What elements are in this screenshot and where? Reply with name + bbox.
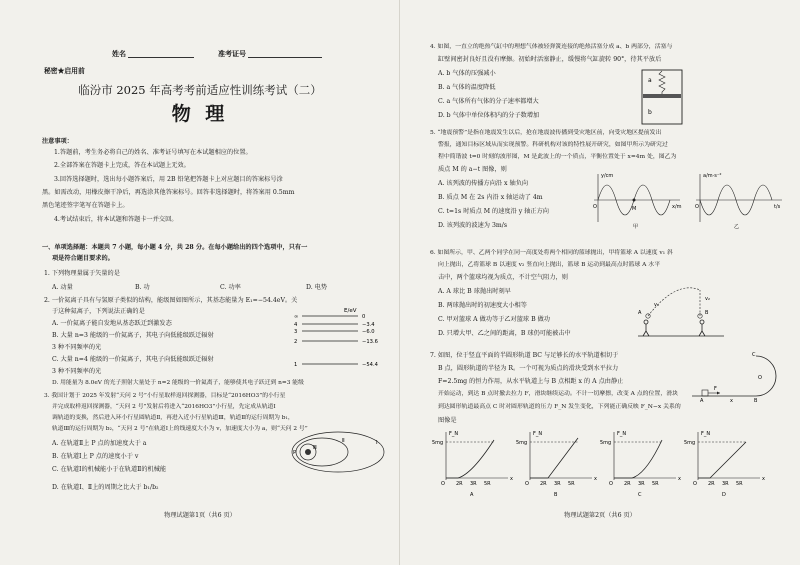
wave1-caption: 甲 xyxy=(633,224,639,230)
page2-footer: 物理试题第2页（共6 页） xyxy=(564,512,636,519)
graph-d-curve xyxy=(698,442,746,478)
graph-c-curve xyxy=(614,440,662,478)
q7-line-6: 图像是 xyxy=(438,417,457,424)
name-blank xyxy=(128,57,194,58)
subject-title: 物 理 xyxy=(171,103,229,125)
wave-graphs xyxy=(588,170,788,230)
name-field xyxy=(112,50,194,58)
piston xyxy=(643,94,681,98)
v1-label: v₁ xyxy=(654,302,659,308)
wave1-m-label: M xyxy=(632,206,637,212)
cyl-label-b: b xyxy=(648,109,652,116)
level-n-2: 2 xyxy=(294,339,298,345)
q6-option-c: C. 甲对篮球 A 做功等于乙对篮球 B 做功 xyxy=(438,316,550,323)
q4-line-2: 缸壁间密封良好且没有摩擦。初始时活塞静止，缓慢将气缸旋转 90°，待其平放后 xyxy=(438,56,662,63)
wave2-x-label: t/s xyxy=(774,204,781,210)
ball-a-label: A xyxy=(638,310,642,316)
track-diagram xyxy=(690,352,782,402)
graph-d-origin: O xyxy=(693,481,697,487)
ticket-label: 准考证号 xyxy=(218,49,246,58)
wave2-origin: O xyxy=(695,204,699,210)
q2-option-a: A. 一价氦离子能自发地从基态跃迁到激发态 xyxy=(52,320,172,327)
graph-b-top-tick: 5mg xyxy=(516,440,528,446)
note-1: 1.答题前，考生务必将自己的姓名、准考证号填写在本试题相应的位置。 xyxy=(54,149,252,156)
q3-option-a: A. 在轨道Ⅱ上 P 点的加速度大于 a xyxy=(52,440,147,447)
graph-a-x-tick-0: 2R xyxy=(456,481,463,487)
ball-b-label: B xyxy=(705,310,709,316)
graph-d-top-tick: 5mg xyxy=(684,440,696,446)
q5-line-2: 警报，通知目标区域从而实现预警。科研机构对该的特性展开研究，如图甲所示为研究过 xyxy=(438,142,668,148)
ticket-field xyxy=(218,50,322,58)
track-label-f: F xyxy=(714,386,717,392)
q4-line-1: 4. 如图，一直立的绝热气缸中的理想气体被轻弹簧连接的绝热活塞分成 a、b 两部分，活塞与 xyxy=(430,44,673,50)
section1-title-2: 项是符合题目要求的。 xyxy=(52,255,114,262)
level-e-1: −54.4 xyxy=(362,362,378,368)
graph-a-curve xyxy=(446,440,494,478)
person-jia-head xyxy=(644,320,648,324)
graph-d-x-tick-2: 5R xyxy=(736,481,743,487)
note-2: 2.全部答案在答题卡上完成，答在本试题上无效。 xyxy=(54,162,190,169)
note-3: 3.回答选择题时，选出每小题答案后，用 2B 铅笔把答题卡上对应题目的答案标号涂 xyxy=(54,176,283,183)
graph-b-curve xyxy=(530,438,578,478)
q6-line-3: 击中，两个篮球均视为质点，不计空气阻力，则 xyxy=(438,274,568,281)
graph-c-x-tick-1: 3R xyxy=(638,481,645,487)
q1-option-c: C. 功率 xyxy=(220,284,241,291)
graph-b-y-label: F_N xyxy=(533,431,543,437)
track-label-c: C xyxy=(752,352,756,358)
notes-title: 注意事项： xyxy=(42,138,73,145)
level-e-inf: 0 xyxy=(362,314,366,320)
q4-option-b: B. a 气体的温度降低 xyxy=(438,84,496,91)
asteroid xyxy=(305,449,311,455)
person-yi-leg-l xyxy=(699,331,702,336)
graph-a-x-label: x xyxy=(510,476,513,482)
level-n-4: 4 xyxy=(294,322,298,328)
q4-option-c: C. a 气体所有气体的分子速率都增大 xyxy=(438,98,539,105)
graph-c-x-tick-2: 5R xyxy=(652,481,659,487)
q3-line-4: 轨道Ⅲ的运行周期为 b₂，“天问 2 号”在轨道Ⅰ上的线速度大小为 v，加速度大小为 a，则“天问 2 号” xyxy=(52,426,308,432)
note-3b: 黑。如需改动，用橡皮擦干净后，再选涂其他答案标号。回答非选择题时，将答案用 0.5mm xyxy=(42,189,295,196)
graph-b-x-tick-2: 5R xyxy=(568,481,575,487)
q3-line-1: 3. 我国计划于 2025 年发射“天问 2 号”小行星取样返回探测器，目标是“2016HO3”的小行星 xyxy=(44,393,286,399)
q3-option-b: B. 在轨道Ⅰ上 P 点的速度小于 v xyxy=(52,453,139,460)
energy-unit-label: E/eV xyxy=(344,308,357,314)
person-jia-leg-l xyxy=(643,331,646,336)
graph-c-y-label: F_N xyxy=(617,431,627,437)
q2-option-b-2: 3 种不同频率的光 xyxy=(52,344,102,351)
q3-line-2: 并完成取样返回探测器，“天问 2 号”发射后将进入“2016HO3”小行星，先定成从轨道Ⅰ xyxy=(52,404,276,410)
q3-option-c: C. 在轨道Ⅰ的机械能小于在轨道Ⅱ的机械能 xyxy=(52,466,167,473)
energy-level-diagram xyxy=(292,306,388,370)
q7-line-3: F=2.5mg 的恒力作用，从水平轨道上与 B 点相距 x 的 A 点由静止 xyxy=(438,378,624,385)
orbit-2 xyxy=(296,438,348,466)
orbit-diagram xyxy=(286,428,390,476)
q6-option-d: D. 只增大甲、乙之间的距离，B 球仍可能被击中 xyxy=(438,330,571,337)
level-e-2: −13.6 xyxy=(362,339,378,345)
q5-option-c: C. t=1s 时质点 M 的速度沿 y 轴正方向 xyxy=(438,208,549,215)
graph-a-origin: O xyxy=(441,481,445,487)
graph-c-x-tick-0: 2R xyxy=(624,481,631,487)
graph-b-origin: O xyxy=(525,481,529,487)
track-label-o: O xyxy=(758,375,762,381)
ball-toss-diagram xyxy=(636,276,726,340)
ticket-blank xyxy=(248,57,322,58)
level-n-inf: ∞ xyxy=(294,314,299,320)
answer-graphs xyxy=(432,428,778,500)
track-label-x: x xyxy=(730,398,733,404)
q7-line-4: 开始运动，到达 B 点时撤去拉力 F，滑块继续运动。不计一切摩擦，改变 A 点的位置，滑块 xyxy=(438,391,678,397)
note-3c: 黑色笔迹签字笔写在答题卡上。 xyxy=(42,202,129,209)
track-label-b: B xyxy=(754,398,758,404)
cyl-label-a: a xyxy=(648,77,652,84)
level-n-1: 1 xyxy=(294,362,298,368)
person-yi-leg-r xyxy=(702,331,705,336)
force-arrowhead xyxy=(717,392,720,395)
q7-line-1: 7. 如图，位于竖直平面的半圆形轨道 BC 与足够长的水平轨道相切于 xyxy=(430,352,619,359)
graph-a-x-tick-1: 3R xyxy=(470,481,477,487)
q1-option-d: D. 电势 xyxy=(306,284,328,291)
wave1-origin: O xyxy=(593,204,597,210)
graph-c-x-label: x xyxy=(678,476,681,482)
graph-c-origin: O xyxy=(609,481,613,487)
wave2-caption: 乙 xyxy=(734,224,740,230)
graph-a-top-tick: 5mg xyxy=(432,440,444,446)
person-jia-leg-r xyxy=(646,331,649,336)
level-e-4: −3.4 xyxy=(362,322,375,328)
level-e-3: −6.0 xyxy=(362,329,375,335)
level-n-3: 3 xyxy=(294,329,298,335)
q1-option-b: B. 功 xyxy=(135,284,150,291)
graph-c-top-tick: 5mg xyxy=(600,440,612,446)
answer-graph-group xyxy=(432,431,765,498)
q5-line-1: 5. “地震预警”是指在地震发生以后，抢在地震波传播到受灾地区前，向受灾地区提前发出 xyxy=(430,130,662,136)
q2-line-1: 2. 一价氦离子具有与氢原子类似的结构，能级图如图所示，其基态能量为 E₁=−54.4eV。关 xyxy=(44,297,298,304)
q2-option-c-2: 3 种不同频率的光 xyxy=(52,368,102,375)
graph-a-y-label: F_N xyxy=(449,431,459,437)
q5-line-3: 程中简谐波 t=0 时刻的波形图，M 是此波上的一个质点，平衡位置处于 x=4m 处，图乙为 xyxy=(438,154,677,160)
q5-option-b: B. 质点 M 在 2s 内沿 x 轴运动了 4m xyxy=(438,194,543,201)
q2-option-b: B. 大量 n=3 能级的一价氦离子，其电子向低能级跃迁辐射 xyxy=(52,332,214,339)
q6-line-2: 向上抛出，乙将篮球 B 以速度 v₂ 竖直向上抛出，篮球 B 运动到最高点时篮球 A 水平 xyxy=(438,262,661,268)
track-label-a: A xyxy=(700,398,704,404)
q5-option-d: D. 该列波的波速为 3m/s xyxy=(438,222,508,229)
graph-d-x-tick-0: 2R xyxy=(708,481,715,487)
spring xyxy=(659,71,665,94)
point-m xyxy=(633,199,636,202)
cylinder-diagram xyxy=(636,68,688,126)
page1-footer: 物理试题第1页（共6 页） xyxy=(164,512,236,519)
orbit-label-1: Ⅰ xyxy=(376,440,378,446)
page-2 xyxy=(400,0,800,565)
q2-option-d: D. 用能量为 8.0eV 的光子照射大量处于 n=2 能级的一价氦离子，能够使其电子跃迁到 n=3 能级 xyxy=(52,380,304,386)
note-4: 4.考试结束后，将本试题和答题卡一并交回。 xyxy=(54,216,178,223)
section1-title: 一、单项选择题：本题共 7 小题，每小题 4 分，共 28 分。在每小题给出的四个选项中，只有一 xyxy=(42,244,308,251)
name-label: 姓名 xyxy=(112,49,126,58)
graph-b-x-label: x xyxy=(594,476,597,482)
q7-line-2: B 点，圆形轨道的半径为 R。一个可视为质点的滑块受到水平拉力 xyxy=(438,365,619,372)
exam-title: 临汾市 2025 年高考考前适应性训练考试（二） xyxy=(78,83,322,97)
q5-option-a: A. 该列波的传播方向沿 x 轴负向 xyxy=(438,180,529,187)
q2-option-c: C. 大量 n=4 能级的一价氦离子，其电子向低能级跃迁辐射 xyxy=(52,356,214,363)
graph-a-letter: A xyxy=(470,492,474,498)
orbit-label-3: Ⅲ xyxy=(313,445,317,451)
q1-option-a: A. 动量 xyxy=(52,284,73,291)
wave1-x-label: x/m xyxy=(672,204,682,210)
graph-a-x-tick-2: 5R xyxy=(484,481,491,487)
q6-line-1: 6. 如图所示，甲、乙两个同学在同一高度处将两个相同的篮球抛出，甲将篮球 A 以速度 v₁ 斜 xyxy=(430,250,673,256)
person-yi-head xyxy=(700,320,704,324)
wave2-y-label: a/m·s⁻² xyxy=(703,173,722,179)
wave1-y-label: y/cm xyxy=(601,173,614,179)
graph-b-x-tick-1: 3R xyxy=(554,481,561,487)
v2-label: v₂ xyxy=(705,296,710,302)
orbit-label-2: Ⅱ xyxy=(342,438,345,444)
graph-d-y-label: F_N xyxy=(701,431,711,437)
q3-line-3: 调轨道的变换，然后进入环小行星圆轨道Ⅱ，再进入近小行星轨道Ⅲ，轨道Ⅱ的运行周期为 b₁， xyxy=(52,415,294,421)
graph-b-x-tick-0: 2R xyxy=(540,481,547,487)
q1-stem: 1. 下列物理量属于矢量的是 xyxy=(44,270,120,277)
graph-d-x-label: x xyxy=(762,476,765,482)
q2-line-2: 于这种氦离子，下列说法正确的是 xyxy=(52,308,145,315)
q3-option-d: D. 在轨道Ⅰ、Ⅱ上的周期之比大于 b₁/b₂ xyxy=(52,484,159,491)
secret-label: 秘密★启用前 xyxy=(44,67,85,75)
q5-line-4: 质点 M 的 a−t 图像，则 xyxy=(438,166,507,173)
orbit-label-p: P xyxy=(293,450,297,456)
slider-block xyxy=(702,390,708,396)
graph-d-x-tick-1: 3R xyxy=(722,481,729,487)
q4-option-a: A. b 气体的压强减小 xyxy=(438,70,496,77)
graph-d-letter: D xyxy=(722,492,726,498)
q6-option-a: A. A 球比 B 球抛出时刻早 xyxy=(438,288,511,295)
graph-c-letter: C xyxy=(638,492,642,498)
q6-option-b: B. 两球抛出时的初速度大小相等 xyxy=(438,302,527,309)
q4-option-d: D. b 气体中单位体积内的分子数增加 xyxy=(438,112,540,119)
graph-b-letter: B xyxy=(554,492,558,498)
q7-line-5: 到达圆形轨道最高点 C 时对圆形轨道的压力 F_N 发生变化，下列能正确反映 F_N−x 关系的 xyxy=(438,404,681,410)
